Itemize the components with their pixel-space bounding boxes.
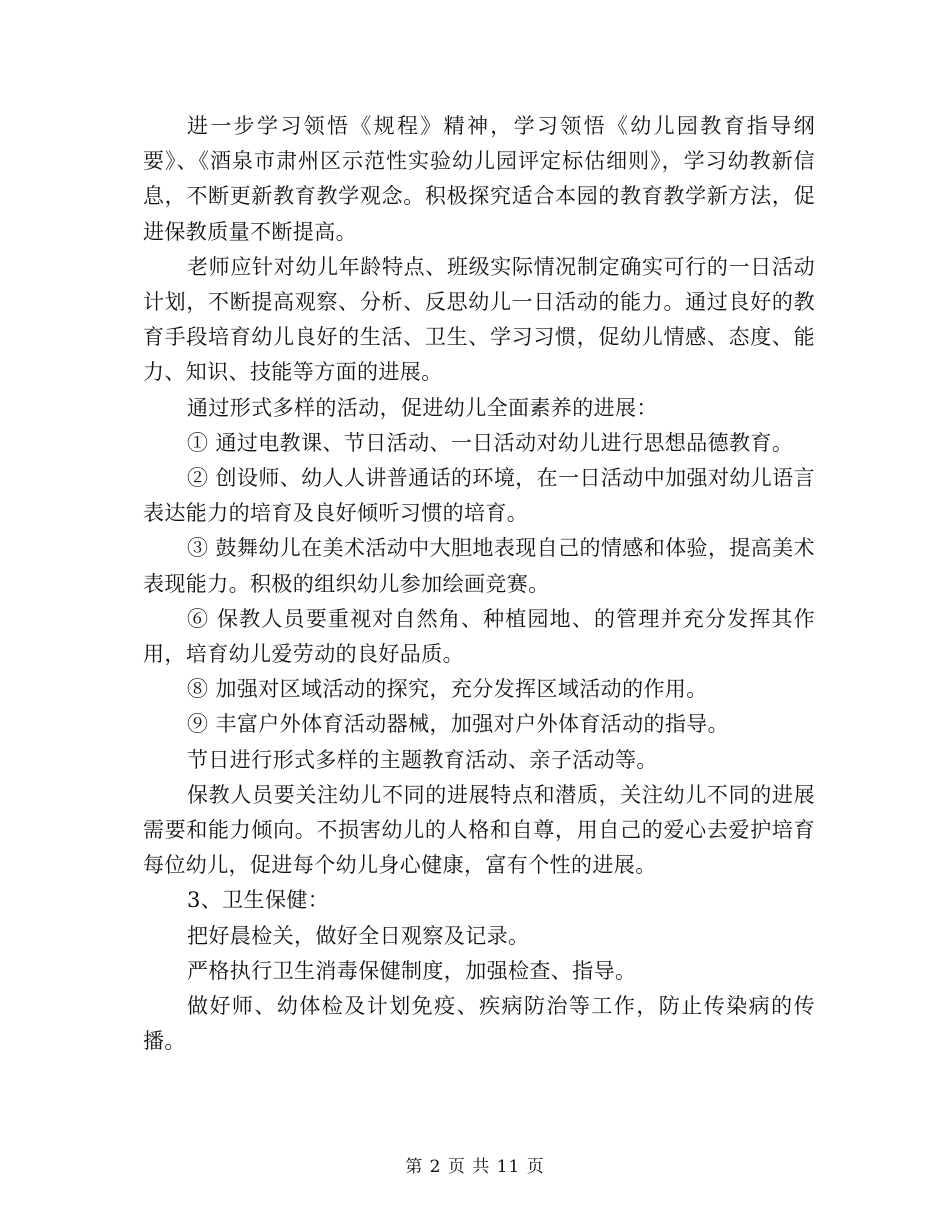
page-number: 第 2 页 共 11 页 [405, 1157, 545, 1177]
section-heading: 3、卫生保健： [187, 888, 330, 913]
list-item: ⑧ 加强对区域活动的探究，充分发挥区域活动的作用。 [187, 677, 708, 702]
page-footer [0, 1152, 950, 1177]
paragraph: 把好晨检关，做好全日观察及记录。 [187, 923, 530, 948]
list-item: ⑨ 丰富户外体育活动器械，加强对户外体育活动的指导。 [187, 712, 730, 737]
paragraph: 老师应针对幼儿年龄特点、班级实际情况制定确实可行的一日活动计划，不断提高观察、分析、反思幼儿一日活动的能力。通过良好的教育手段培育幼儿良好的生活、卫生、学习习惯，促幼儿情感、态度、能力、知识、技能等方面的进展。 [143, 254, 815, 385]
paragraph: 严格执行卫生消毒保健制度，加强检查、指导。 [187, 958, 637, 983]
paragraph: 做好师、幼体检及计划免疫、疾病防治等工作，防止传染病的传播。 [143, 994, 815, 1054]
list-item: ① 通过电教课、节日活动、一日活动对幼儿进行思想品德教育。 [187, 430, 794, 455]
paragraph: 进一步学习领悟《规程》精神，学习领悟《幼儿园教育指导纲要》、《酒泉市肃州区示范性实验幼儿园评定标估细则》，学习幼教新信息，不断更新教育教学观念。积极探究适合本园的教育教学新方法，促进保教质量不断提高。 [143, 114, 815, 244]
document-body [143, 109, 815, 1059]
paragraph: 节日进行形式多样的主题教育活动、亲子活动等。 [187, 747, 658, 772]
list-item: ② 创设师、幼人人讲普通话的环境，在一日活动中加强对幼儿语言表达能力的培育及良好倾听习惯的培育。 [143, 466, 815, 526]
paragraph: 保教人员要关注幼儿不同的进展特点和潜质，关注幼儿不同的进展需要和能力倾向。不损害幼儿的人格和自尊，用自己的爱心去爱护培育每位幼儿，促进每个幼儿身心健康，富有个性的进展。 [143, 782, 815, 878]
list-item: ③ 鼓舞幼儿在美术活动中大胆地表现自己的情感和体验，提高美术表现能力。积极的组织幼儿参加绘画竞赛。 [143, 536, 815, 596]
paragraph: 通过形式多样的活动，促进幼儿全面素养的进展： [187, 395, 658, 420]
list-item: ⑥ 保教人员要重视对自然角、种植园地、的管理并充分发挥其作用，培育幼儿爱劳动的良好品质。 [143, 606, 815, 667]
